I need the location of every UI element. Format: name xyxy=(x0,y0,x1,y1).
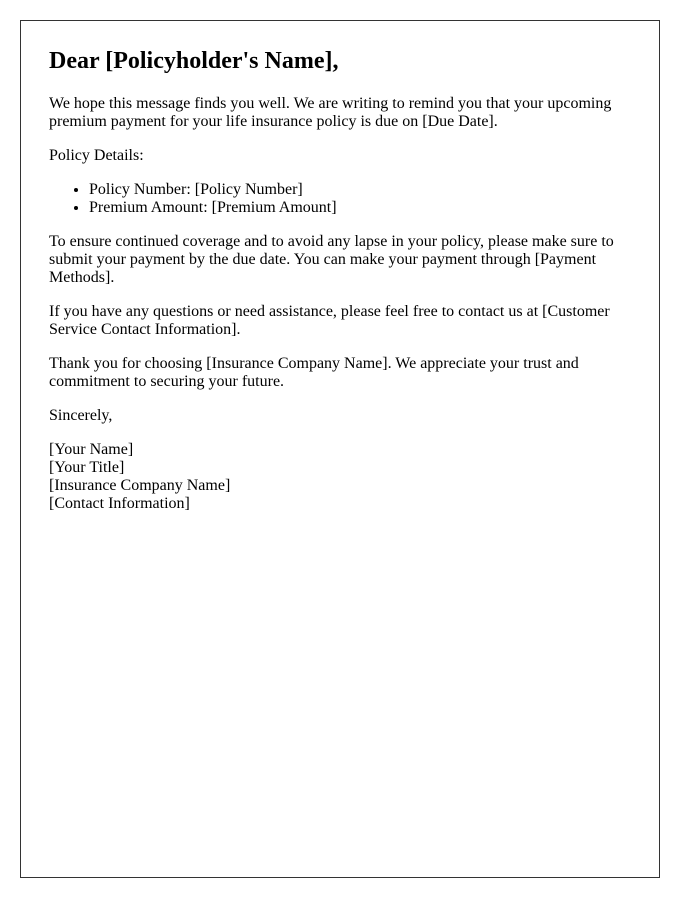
contact-paragraph: If you have any questions or need assistance, please feel free to contact us at [Customer Service Contact Information]. xyxy=(49,303,610,338)
salutation-heading: Dear [Policyholder's Name], xyxy=(49,48,339,74)
policy-number-item: • Policy Number: [Policy Number] xyxy=(89,181,631,199)
letter-page xyxy=(20,20,660,878)
intro-paragraph: We hope this message finds you well. We are writing to remind you that your upcoming premium payment for your life insurance policy is due on [Due Date]. xyxy=(49,95,612,130)
signature-block xyxy=(49,441,631,513)
policy-details-list xyxy=(49,181,631,217)
signature-name: [Your Name] xyxy=(49,441,134,458)
closing-line: Sincerely, xyxy=(49,407,113,424)
policy-details-heading: Policy Details: xyxy=(49,147,144,164)
thanks-paragraph: Thank you for choosing [Insurance Company Name]. We appreciate your trust and commitment to securing your future. xyxy=(49,355,579,390)
premium-amount-item: • Premium Amount: [Premium Amount] xyxy=(89,199,631,217)
signature-contact: [Contact Information] xyxy=(49,495,190,512)
signature-title: [Your Title] xyxy=(49,459,125,476)
signature-company: [Insurance Company Name] xyxy=(49,477,231,494)
coverage-paragraph: To ensure continued coverage and to avoid any lapse in your policy, please make sure to submit your payment by the due date. You can make your payment through [Payment Methods]. xyxy=(49,233,614,286)
